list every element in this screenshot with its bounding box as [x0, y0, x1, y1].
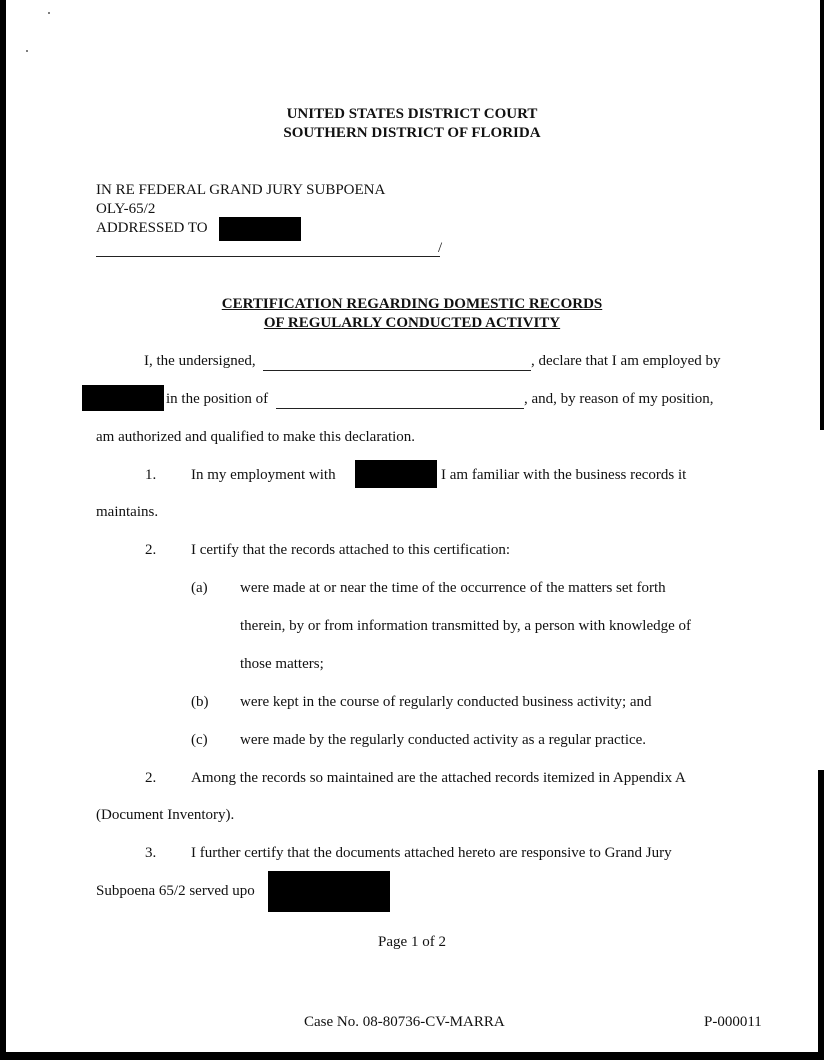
paragraph-text: I am familiar with the business records it: [441, 467, 687, 483]
redaction-box: [268, 871, 390, 912]
caption-slash: /: [438, 240, 443, 256]
paragraph-number: 1.: [145, 467, 157, 483]
certification-subtitle: OF REGULARLY CONDUCTED ACTIVITY: [263, 315, 561, 331]
list-item-text: were kept in the course of regularly conducted business activity; and: [240, 694, 652, 710]
list-label: (b): [191, 694, 209, 710]
paragraph-number: 3.: [145, 845, 157, 861]
case-number: Case No. 08-80736-CV-MARRA: [304, 1014, 505, 1030]
paragraph-number: 2.: [145, 770, 157, 786]
intro-text: in the position of: [166, 391, 269, 407]
paragraph-text: I certify that the records attached to this certification:: [191, 542, 511, 558]
caption-line3: ADDRESSED TO: [96, 220, 208, 236]
list-item-text: were made by the regularly conducted activity as a regular practice.: [240, 732, 647, 748]
scan-edge-right: [820, 0, 824, 430]
intro-text: am authorized and qualified to make this declaration.: [96, 429, 416, 445]
intro-text: , and, by reason of my position,: [524, 391, 714, 407]
intro-text: , declare that I am employed by: [531, 353, 721, 369]
list-item-text: were made at or near the time of the occurrence of the matters set forth: [240, 580, 666, 596]
paragraph-text: (Document Inventory).: [96, 807, 235, 823]
redaction-box: [355, 460, 437, 488]
intro-text: I, the undersigned,: [144, 353, 256, 369]
caption-line2: OLY-65/2: [96, 201, 156, 217]
caption-rule: [96, 256, 440, 257]
page-number: Page 1 of 2: [378, 934, 446, 950]
court-district: SOUTHERN DISTRICT OF FLORIDA: [283, 125, 541, 141]
paragraph-text: Subpoena 65/2 served upo: [96, 883, 255, 899]
list-label: (c): [191, 732, 208, 748]
list-item-text: therein, by or from information transmitted by, a person with knowledge of: [240, 618, 692, 634]
list-label: (a): [191, 580, 208, 596]
scan-edge-bottom: [0, 1052, 824, 1060]
redaction-box: [219, 217, 301, 241]
list-item-text: those matters;: [240, 656, 324, 672]
scan-edge-left: [0, 0, 6, 1060]
paragraph-text: I further certify that the documents attached hereto are responsive to Grand Jury: [191, 845, 672, 861]
paragraph-text: maintains.: [96, 504, 159, 520]
paragraph-text: Among the records so maintained are the attached records itemized in Appendix A: [191, 770, 686, 786]
scan-speck: [48, 12, 50, 14]
scan-speck: [26, 50, 28, 52]
certification-title: CERTIFICATION REGARDING DOMESTIC RECORDS: [221, 296, 603, 312]
redaction-box: [82, 385, 164, 411]
caption-line1: IN RE FEDERAL GRAND JURY SUBPOENA: [96, 182, 386, 198]
scan-edge-right-lower: [818, 770, 824, 1060]
paragraph-text: In my employment with: [191, 467, 336, 483]
position-blank-line: [276, 408, 524, 409]
court-name: UNITED STATES DISTRICT COURT: [286, 106, 538, 122]
name-blank-line: [263, 370, 531, 371]
bates-number: P-000011: [704, 1014, 762, 1030]
paragraph-number: 2.: [145, 542, 157, 558]
